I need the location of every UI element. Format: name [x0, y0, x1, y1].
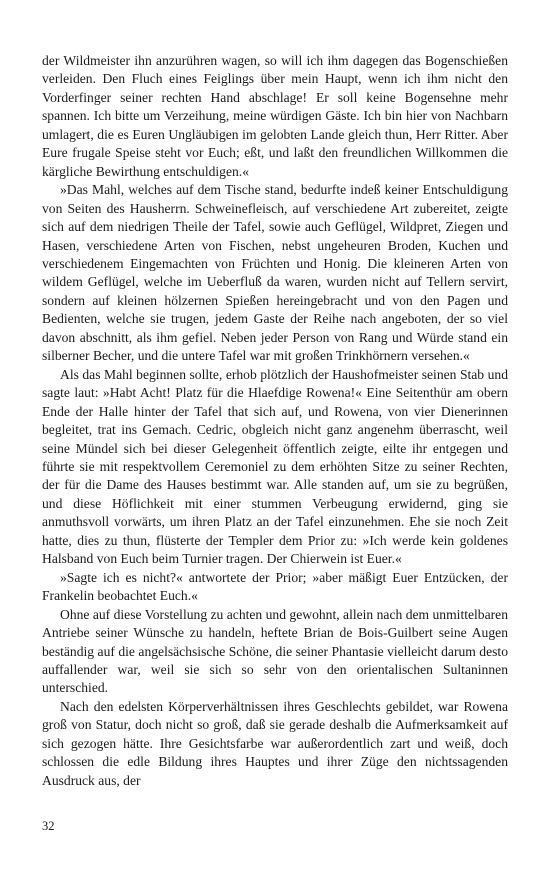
- paragraph-5: Ohne auf diese Vorstellung zu achten und gewohnt, allein nach dem unmittelbaren Antriebe seiner Wünsche zu handeln, heftete Brian de Bois-Guilbert seine Augen beständig auf die angelsächsische Schöne, die seiner Phantasie vielleicht darum desto auffallender war, weil sie sich so sehr von den orientalischen Sultaninnen unterschied.: [42, 606, 508, 696]
- paragraph-2: »Das Mahl, welches auf dem Tische stand, bedurfte indeß keiner Entschuldigung von Seiten des Hausherrn. Schweinefleisch, auf verschiedene Art zubereitet, zeigte sich auf dem niedrigen Theile der Tafel, sowie auch Geflügel, Wildpret, Ziegen und Hasen, verschiedene Arten von Fischen, nebst ungeheuren Broden, Kuchen und verschiedenem Eingemachten von Früchten und Honig. Die kleineren Arten von wildem Geflügel, welche im Ueberfluß da waren, wurden nicht auf Tellern servirt, sondern auf kleinen hölzernen Spießen hereingebracht und von den Pagen und Bedienten, welche sie trugen, jedem Gaste der Reihe nach angeboten, der so viel davon abschnitt, als ihm gefiel. Neben jeder Person von Rang und Würde stand ein silberner Becher, und die untere Tafel war mit großen Trinkhörnern versehen.«: [42, 182, 508, 364]
- paragraph-3: Als das Mahl beginnen sollte, erhob plötzlich der Haushofmeister seinen Stab und sagte laut: »Habt Acht! Platz für die Hlaefdige Rowena!« Eine Seitenthür am obern Ende der Halle hinter der Tafel that sich auf, und Rowena, von vier Dienerinnen begleitet, trat ins Gemach. Cedric, obgleich nicht ganz angenehm überrascht, weil seine Mündel sich bei dieser Gelegenheit öffentlich zeigte, eilte ihr entgegen und führte sie mit respektvollem Ceremoniel zu dem erhöhten Sitze zu seiner Rechten, der für die Dame des Hauses bestimmt war. Alle standen auf, um sie zu begrüßen, und diese Höflichkeit mit einer stummen Verbeugung erwidernd, ging sie anmuthsvoll vorwärts, um ihren Platz an der Tafel einzunehmen. Ehe sie noch Zeit hatte, dies zu thun, flüsterte der Templer dem Prior zu: »Ich werde kein goldenes Halsband von Euch beim Turnier tragen. Der Chierwein ist Euer.«: [42, 366, 508, 567]
- page-number: 32: [42, 819, 55, 833]
- page-body: [42, 52, 508, 790]
- paragraph-6: Nach den edelsten Körperverhältnissen ihres Geschlechts gebildet, war Rowena groß von Statur, doch nicht so groß, daß sie gerade deshalb die Aufmerksamkeit auf sich gezogen hätte. Ihre Gesichtsfarbe war außerordentlich zart und weiß, doch schlossen die edle Bildung ihres Hauptes und ihrer Züge den nichtssagenden Ausdruck aus, der: [42, 698, 508, 788]
- paragraph-1: der Wildmeister ihn anzurühren wagen, so will ich ihm dagegen das Bogenschießen verleiden. Den Fluch eines Feiglings über mein Haupt, wenn ich ihm nicht den Vorderfinger seiner rechten Hand abschlage! Er soll keine Bogensehne mehr spannen. Ich bitte um Verzeihung, meine würdigen Gäste. Ich bin hier von Nachbarn umlagert, die es Euren Ungläubigen im gelobten Lande gleich thun, Herr Ritter. Aber Eure frugale Speise steht vor Euch; eßt, und laßt den freundlichen Willkommen die kärgliche Bewirthung entschuldigen.«: [42, 53, 508, 179]
- paragraph-4: »Sagte ich es nicht?« antwortete der Prior; »aber mäßigt Euer Entzücken, der Frankelin beobachtet Euch.«: [42, 569, 508, 604]
